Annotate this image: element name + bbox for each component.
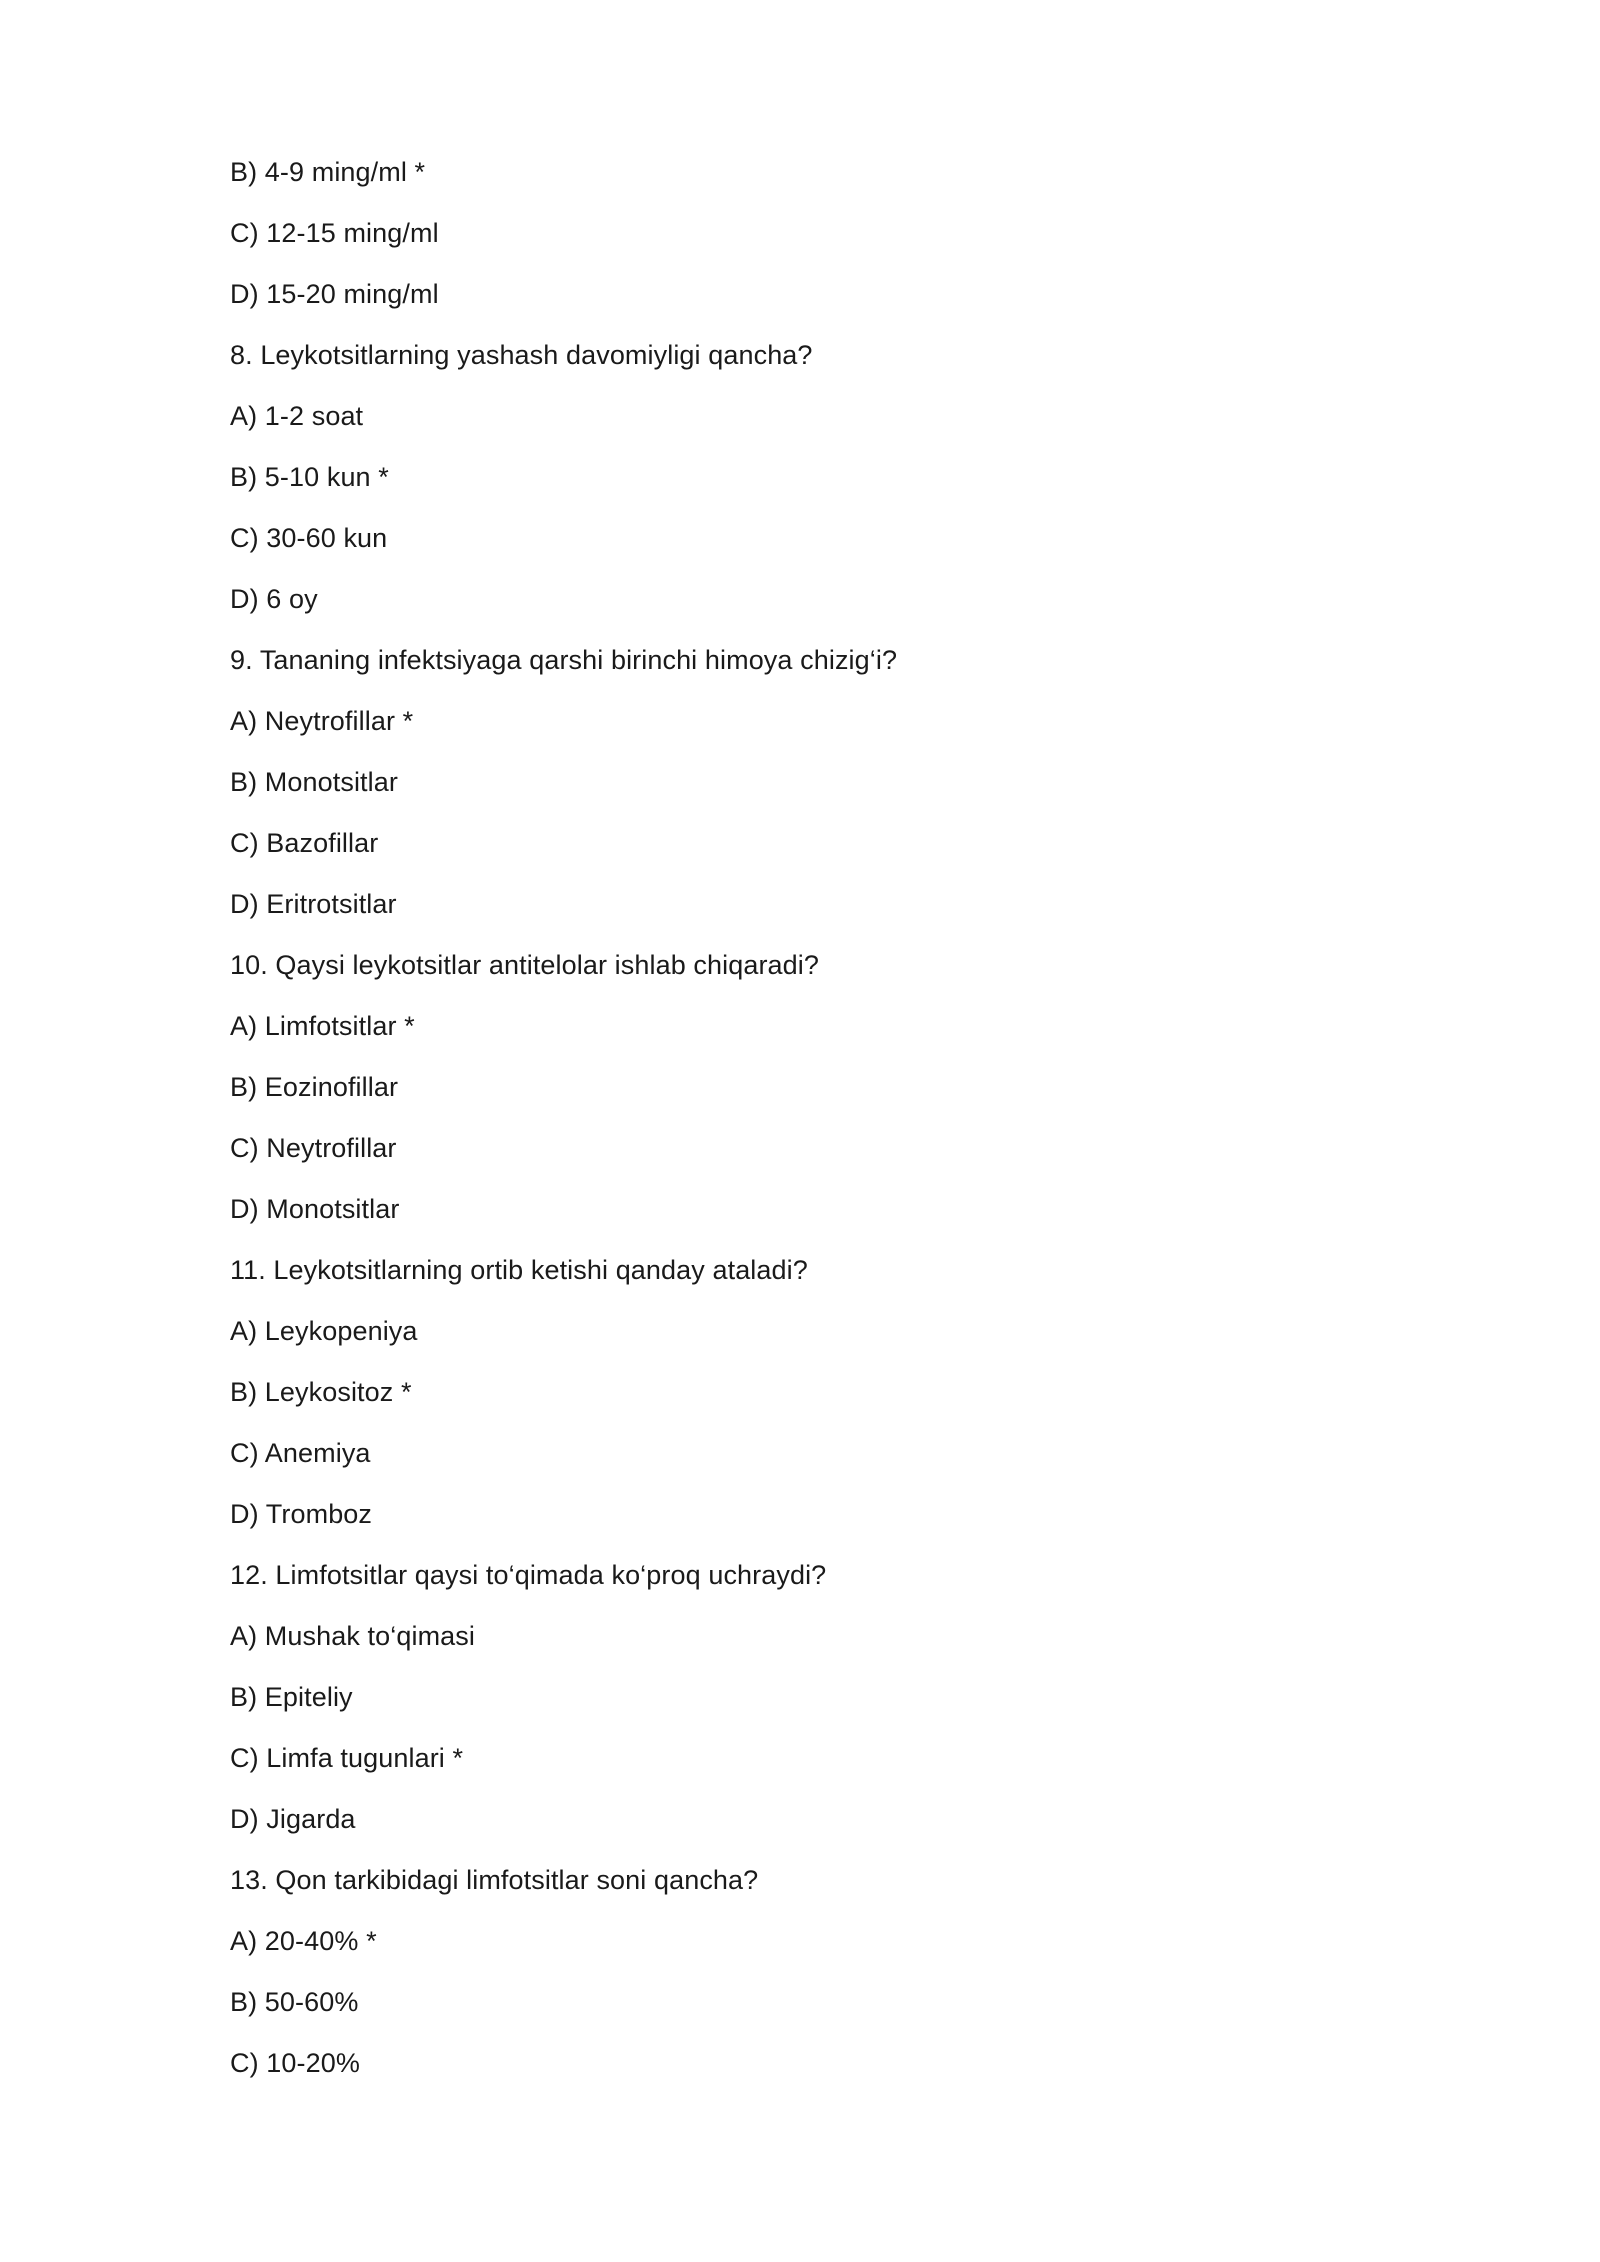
question-10: 10. Qaysi leykotsitlar antitelolar ishlab chiqaradi? [230, 950, 819, 980]
answer-option: C) Anemiya [230, 1438, 371, 1468]
answer-option: B) 4-9 ming/ml * [230, 157, 426, 187]
quiz-text-block [230, 148, 1430, 2100]
question-8: 8. Leykotsitlarning yashash davomiyligi qancha? [230, 340, 813, 370]
answer-option: B) Epiteliy [230, 1682, 353, 1712]
answer-option: D) 6 oy [230, 584, 318, 614]
answer-option: C) 10-20% [230, 2048, 360, 2078]
answer-option: A) Neytrofillar * [230, 706, 414, 736]
answer-option: C) 30-60 kun [230, 523, 388, 553]
question-11: 11. Leykotsitlarning ortib ketishi qanday ataladi? [230, 1255, 808, 1285]
answer-option: B) Leykositoz * [230, 1377, 412, 1407]
answer-option: D) Monotsitlar [230, 1194, 400, 1224]
answer-option: B) Eozinofillar [230, 1072, 399, 1102]
answer-option: D) Tromboz [230, 1499, 373, 1529]
answer-option: A) 1-2 soat [230, 401, 364, 431]
answer-option: D) Eritrotsitlar [230, 889, 397, 919]
question-12: 12. Limfotsitlar qaysi to‘qimada ko‘proq uchraydi? [230, 1560, 827, 1590]
answer-option: A) Limfotsitlar * [230, 1011, 415, 1041]
answer-option: D) Jigarda [230, 1804, 356, 1834]
answer-option: A) Leykopeniya [230, 1316, 418, 1346]
answer-option: B) 50-60% [230, 1987, 359, 2017]
answer-option: C) Limfa tugunlari * [230, 1743, 464, 1773]
answer-option: A) 20-40% * [230, 1926, 377, 1956]
question-13: 13. Qon tarkibidagi limfotsitlar soni qancha? [230, 1865, 759, 1895]
answer-option: B) Monotsitlar [230, 767, 398, 797]
answer-option: C) Bazofillar [230, 828, 379, 858]
answer-option: C) Neytrofillar [230, 1133, 397, 1163]
answer-option: A) Mushak to‘qimasi [230, 1621, 475, 1651]
answer-option: C) 12-15 ming/ml [230, 218, 439, 248]
answer-option: B) 5-10 kun * [230, 462, 389, 492]
answer-option: D) 15-20 ming/ml [230, 279, 439, 309]
question-9: 9. Tananing infektsiyaga qarshi birinchi himoya chizig‘i? [230, 645, 898, 675]
